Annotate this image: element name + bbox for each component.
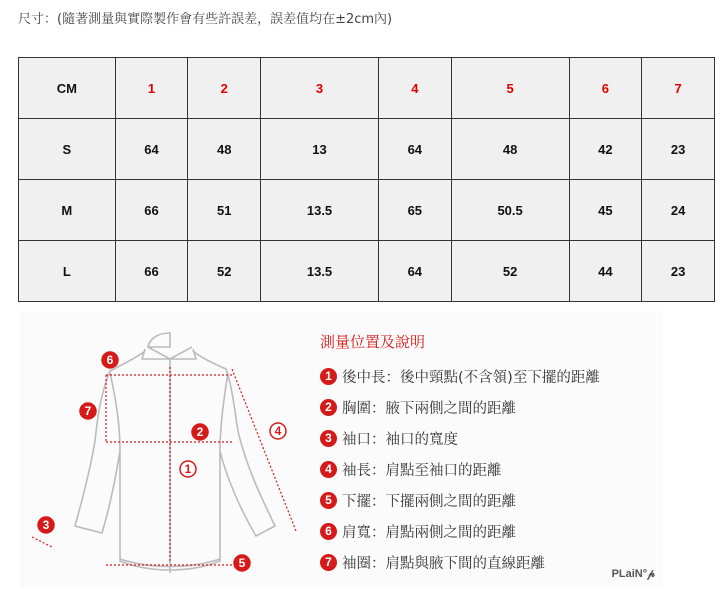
size-label: S [19,119,116,180]
marker-2 [192,424,208,440]
measure-value: 64 [378,119,451,180]
marker-badge: 7 [320,554,337,571]
measure-header: 6 [569,58,642,119]
measure-value: 24 [642,180,715,241]
measure-value: 13.5 [261,180,379,241]
legend-text: 袖長：肩點至袖口的距離 [342,463,502,479]
measure-value: 23 [642,241,715,302]
measure-value: 64 [378,241,451,302]
measure-value: 65 [378,180,451,241]
marker-6 [102,352,118,368]
table-row [19,241,715,302]
measure-header: 5 [451,58,569,119]
legend-text: 袖圈：肩點與腋下間的直線距離 [342,556,545,572]
measure-value: 48 [451,119,569,180]
measure-header: 4 [378,58,451,119]
size-note: 尺寸：(隨著測量與實際製作會有些許誤差，誤差值均在±2cm內) [18,12,393,27]
measure-value: 66 [115,180,188,241]
size-label: M [19,180,116,241]
legend-item [320,397,516,418]
legend-item [320,521,516,542]
measure-value: 50.5 [451,180,569,241]
svg-text:7: 7 [84,404,92,418]
measure-value: 48 [188,119,261,180]
marker-4 [270,423,286,439]
measure-line-3 [32,537,52,547]
unit-header: CM [19,58,116,119]
marker-badge: 4 [320,461,337,478]
legend-text: 肩寬：肩點兩側之間的距離 [342,525,516,541]
legend-item [320,459,502,480]
legend-item [320,490,516,511]
svg-text:2: 2 [196,425,204,439]
measure-value: 51 [188,180,261,241]
table-row [19,180,715,241]
table-row [19,119,715,180]
marker-badge: 1 [320,368,337,385]
marker-1 [180,461,196,477]
measure-value: 64 [115,119,188,180]
marker-badge: 3 [320,430,337,447]
svg-text:3: 3 [42,518,50,532]
measure-value: 23 [642,119,715,180]
measure-value: 52 [451,241,569,302]
measure-header: 3 [261,58,379,119]
marker-5 [234,555,250,571]
marker-badge: 2 [320,399,337,416]
measurement-panel [20,311,663,587]
measure-header: 2 [188,58,261,119]
legend-text: 胸圍：腋下兩側之間的距離 [342,401,516,417]
legend-text: 後中長：後中頸點(不含領)至下擺的距離 [342,370,600,386]
size-table [18,57,715,302]
jacket-diagram [20,311,663,587]
measure-line-4 [232,369,296,531]
measure-value: 66 [115,241,188,302]
legend-text: 下擺：下擺兩側之間的距離 [342,494,516,510]
svg-text:6: 6 [106,353,114,367]
marker-7 [80,403,96,419]
legend-text: 袖口：袖口的寬度 [342,432,458,448]
marker-badge: 5 [320,492,337,509]
measure-value: 13.5 [261,241,379,302]
brand-logo: PLaiN°𝓅 [611,568,655,580]
marker-badge: 6 [320,523,337,540]
marker-3 [38,517,54,533]
measure-value: 42 [569,119,642,180]
table-header-row [19,58,715,119]
svg-text:1: 1 [184,462,192,476]
measure-header: 1 [115,58,188,119]
measure-value: 13 [261,119,379,180]
legend-item [320,366,600,387]
legend-item [320,552,545,573]
legend-item [320,428,458,449]
measure-value: 52 [188,241,261,302]
svg-text:5: 5 [238,556,246,570]
size-label: L [19,241,116,302]
measure-header: 7 [642,58,715,119]
measure-value: 44 [569,241,642,302]
legend-title: 測量位置及說明 [320,333,426,351]
svg-text:4: 4 [274,424,282,438]
measure-value: 45 [569,180,642,241]
